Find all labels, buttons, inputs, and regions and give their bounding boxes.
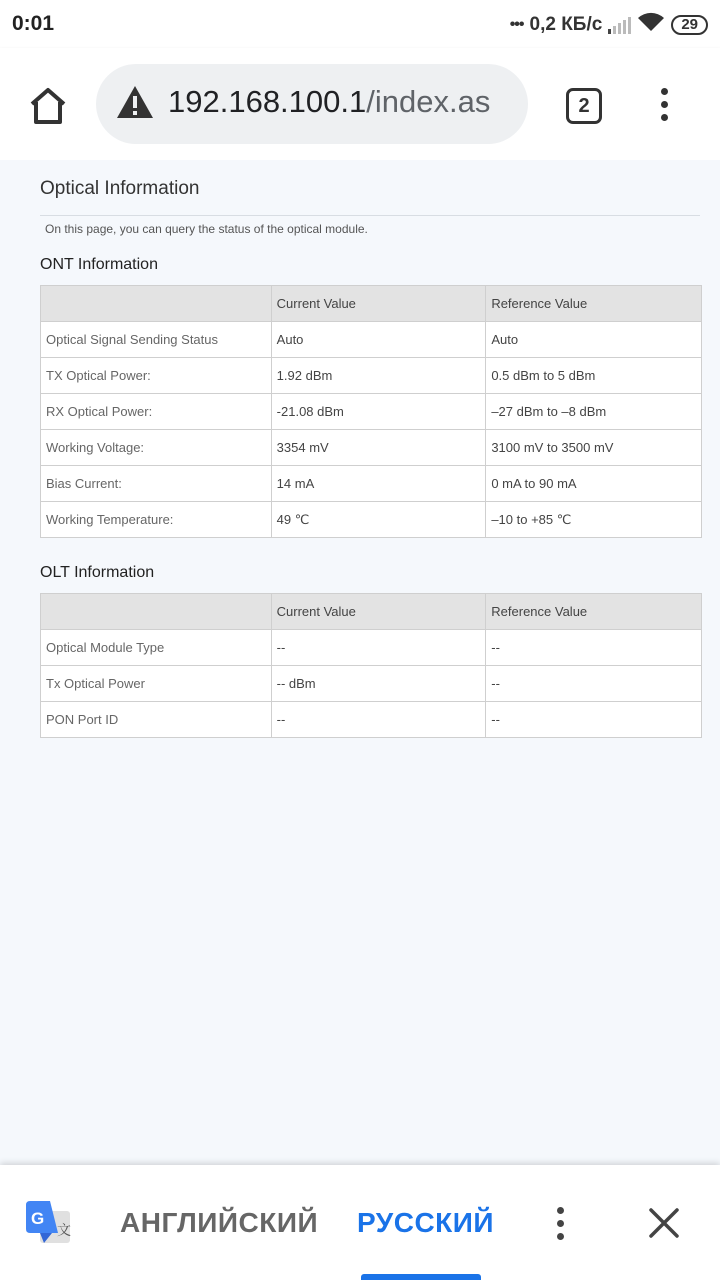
table-row — [41, 394, 702, 430]
table-row — [41, 666, 702, 702]
source-language-tab[interactable]: АНГЛИЙСКИЙ — [120, 1207, 319, 1238]
svg-text:G: G — [31, 1209, 45, 1228]
more-vert-icon — [661, 88, 668, 95]
status-indicators — [510, 12, 708, 38]
table-cell: Auto — [271, 322, 486, 358]
not-secure-warning-icon[interactable] — [116, 84, 154, 120]
translate-bar — [0, 1165, 720, 1280]
table-cell: Optical Module Type — [41, 630, 272, 666]
status-time: 0:01 — [12, 12, 55, 35]
table-cell: Working Voltage: — [41, 430, 272, 466]
wifi-icon — [637, 12, 665, 38]
close-icon[interactable] — [648, 1207, 680, 1239]
page-content — [0, 160, 720, 1165]
table-row — [41, 322, 702, 358]
table-row — [41, 430, 702, 466]
table-cell: 14 mA — [271, 466, 486, 502]
table-cell: -21.08 dBm — [271, 394, 486, 430]
table-header: Reference Value — [486, 594, 702, 630]
battery-icon: 29 — [671, 15, 708, 35]
ont-section-title: ONT Information — [40, 256, 158, 273]
table-row — [41, 466, 702, 502]
table-cell: -- — [486, 630, 702, 666]
url-path: /index.as — [366, 84, 491, 119]
table-cell: Working Temperature: — [41, 502, 272, 538]
ont-table — [40, 285, 702, 538]
home-icon — [24, 82, 72, 130]
table-cell: PON Port ID — [41, 702, 272, 738]
table-cell: 0 mA to 90 mA — [486, 466, 702, 502]
url-host: 192.168.100.1 — [168, 84, 367, 119]
table-cell: -- dBm — [271, 666, 486, 702]
svg-text:文: 文 — [57, 1223, 71, 1239]
browser-toolbar — [0, 48, 720, 160]
table-row — [41, 630, 702, 666]
table-cell: Tx Optical Power — [41, 666, 272, 702]
page-title: Optical Information — [40, 178, 200, 199]
page-description: On this page, you can query the status of the optical module. — [45, 222, 368, 236]
table-cell: 0.5 dBm to 5 dBm — [486, 358, 702, 394]
status-bar — [0, 0, 720, 48]
table-cell: Auto — [486, 322, 702, 358]
translate-menu-button[interactable] — [553, 1207, 567, 1243]
address-bar[interactable] — [96, 64, 528, 144]
table-header: Current Value — [271, 594, 486, 630]
cell-signal-icon — [608, 16, 631, 34]
olt-section-title: OLT Information — [40, 564, 155, 581]
table-cell: -- — [271, 702, 486, 738]
google-translate-icon — [26, 1201, 72, 1247]
table-cell: TX Optical Power: — [41, 358, 272, 394]
table-header — [41, 594, 272, 630]
network-speed: 0,2 КБ/с — [529, 14, 603, 35]
table-cell: 49 ℃ — [271, 502, 486, 538]
table-cell: –27 dBm to –8 dBm — [486, 394, 702, 430]
table-cell: -- — [486, 666, 702, 702]
table-cell: -- — [271, 630, 486, 666]
table-cell: Bias Current: — [41, 466, 272, 502]
notification-dots-icon: ••• — [509, 16, 524, 33]
selected-language-indicator — [361, 1274, 481, 1280]
url-text[interactable] — [168, 84, 490, 120]
table-header-row — [41, 286, 702, 322]
more-vert-icon — [557, 1207, 564, 1214]
olt-table — [40, 593, 702, 738]
table-row — [41, 502, 702, 538]
table-cell: 3354 mV — [271, 430, 486, 466]
table-cell: –10 to +85 ℃ — [486, 502, 702, 538]
table-cell: -- — [486, 702, 702, 738]
target-language-tab[interactable]: РУССКИЙ — [357, 1207, 495, 1238]
table-cell: 3100 mV to 3500 mV — [486, 430, 702, 466]
table-row — [41, 358, 702, 394]
table-header-row — [41, 594, 702, 630]
table-header — [41, 286, 272, 322]
browser-menu-button[interactable] — [650, 84, 678, 124]
table-cell: 1.92 dBm — [271, 358, 486, 394]
tab-switcher-button[interactable]: 2 — [566, 88, 602, 124]
table-cell: Optical Signal Sending Status — [41, 322, 272, 358]
table-header: Current Value — [271, 286, 486, 322]
table-row — [41, 702, 702, 738]
title-divider — [40, 215, 700, 216]
table-cell: RX Optical Power: — [41, 394, 272, 430]
home-button[interactable] — [24, 82, 72, 130]
table-header: Reference Value — [486, 286, 702, 322]
